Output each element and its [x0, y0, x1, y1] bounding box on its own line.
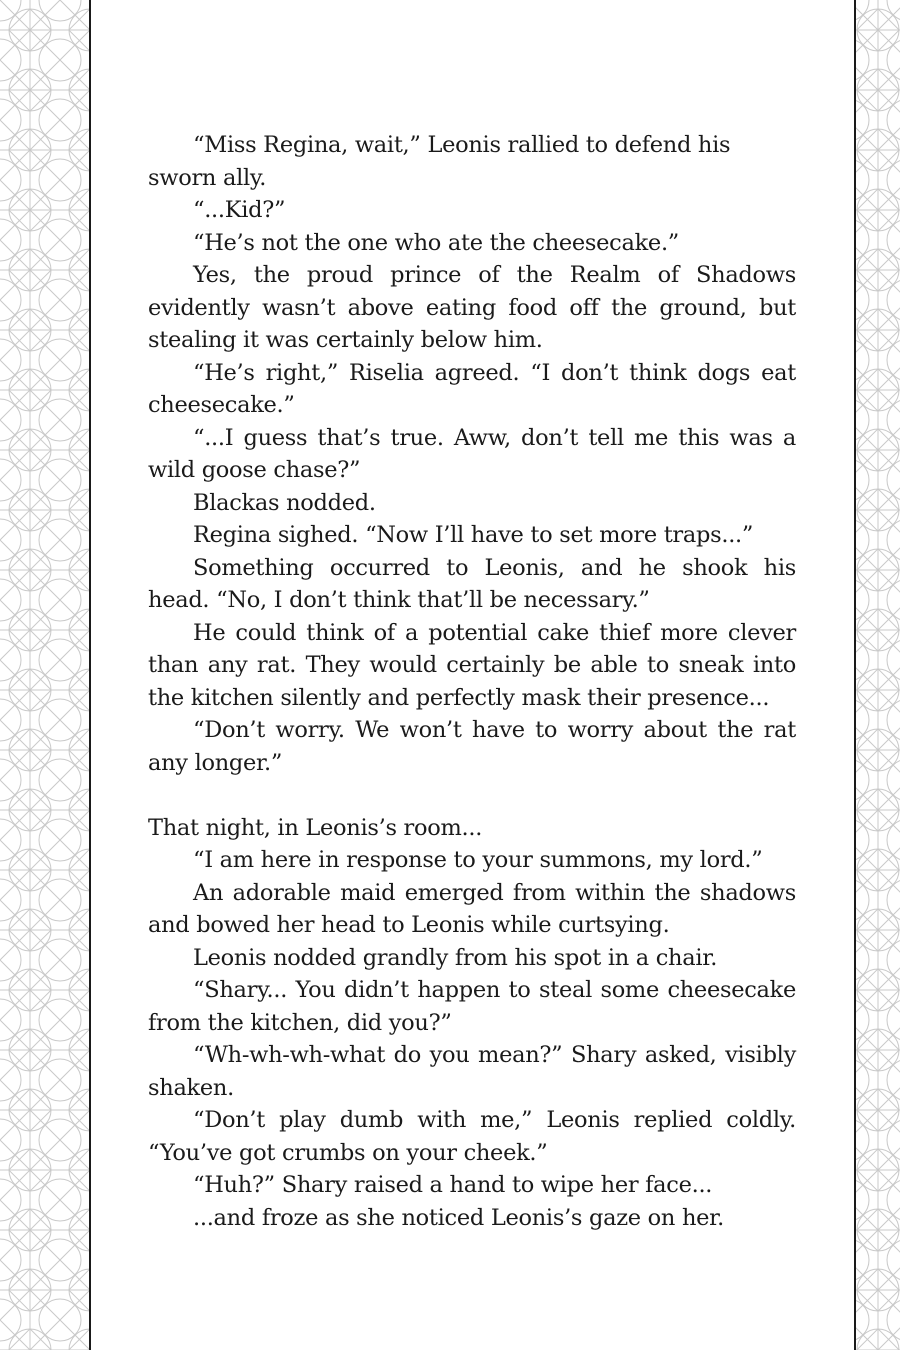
paragraph: An adorable maid emerged from within the shadows and bowed her head to Leonis while curtsying.: [148, 879, 796, 938]
decorative-border-right: [856, 0, 900, 1350]
paragraph: Something occurred to Leonis, and he shook his head. “No, I don’t think that’ll be necessary.”: [148, 554, 796, 613]
paragraph: “He’s right,” Riselia agreed. “I don’t think dogs eat cheesecake.”: [148, 359, 796, 418]
paragraph: Regina sighed. “Now I’ll have to set more traps...”: [193, 522, 754, 548]
paragraph: Yes, the proud prince of the Realm of Shadows evidently wasn’t above eating food off the ground, but stealing it was certainly below him.: [148, 262, 796, 353]
paragraph: “Huh?” Shary raised a hand to wipe her face...: [193, 1172, 713, 1198]
paragraph: Leonis nodded grandly from his spot in a chair.: [193, 944, 718, 971]
paragraph: “Wh-wh-wh-what do you mean?” Shary asked, visibly shaken.: [148, 1042, 796, 1101]
decorative-border-left: [0, 0, 90, 1350]
paragraph: “I am here in response to your summons, my lord.”: [193, 847, 763, 873]
paragraph: “...Kid?”: [193, 197, 286, 223]
page-border-line-right: [854, 0, 856, 1350]
paragraph: “He’s not the one who ate the cheesecake.”: [193, 229, 680, 256]
paragraph: “Miss Regina, wait,” Leonis rallied to defend his sworn ally.: [148, 132, 731, 191]
paragraph: Blackas nodded.: [193, 489, 376, 516]
book-page: [91, 0, 854, 1350]
paragraph: “...I guess that’s true. Aww, don’t tell me this was a wild goose chase?”: [148, 424, 796, 483]
page-body-text: [148, 129, 796, 1234]
paragraph: “Don’t worry. We won’t have to worry about the rat any longer.”: [148, 717, 796, 776]
paragraph: ...and froze as she noticed Leonis’s gaze on her.: [193, 1204, 724, 1231]
scene-break-paragraph: That night, in Leonis’s room...: [148, 814, 483, 841]
paragraph: “Don’t play dumb with me,” Leonis replied coldly. “You’ve got crumbs on your cheek.”: [148, 1107, 796, 1166]
paragraph: He could think of a potential cake thief more clever than any rat. They would certainly be able to sneak into the kitchen silently and perfectly mask their presence...: [148, 619, 796, 711]
paragraph: “Shary... You didn’t happen to steal some cheesecake from the kitchen, did you?”: [148, 977, 796, 1036]
